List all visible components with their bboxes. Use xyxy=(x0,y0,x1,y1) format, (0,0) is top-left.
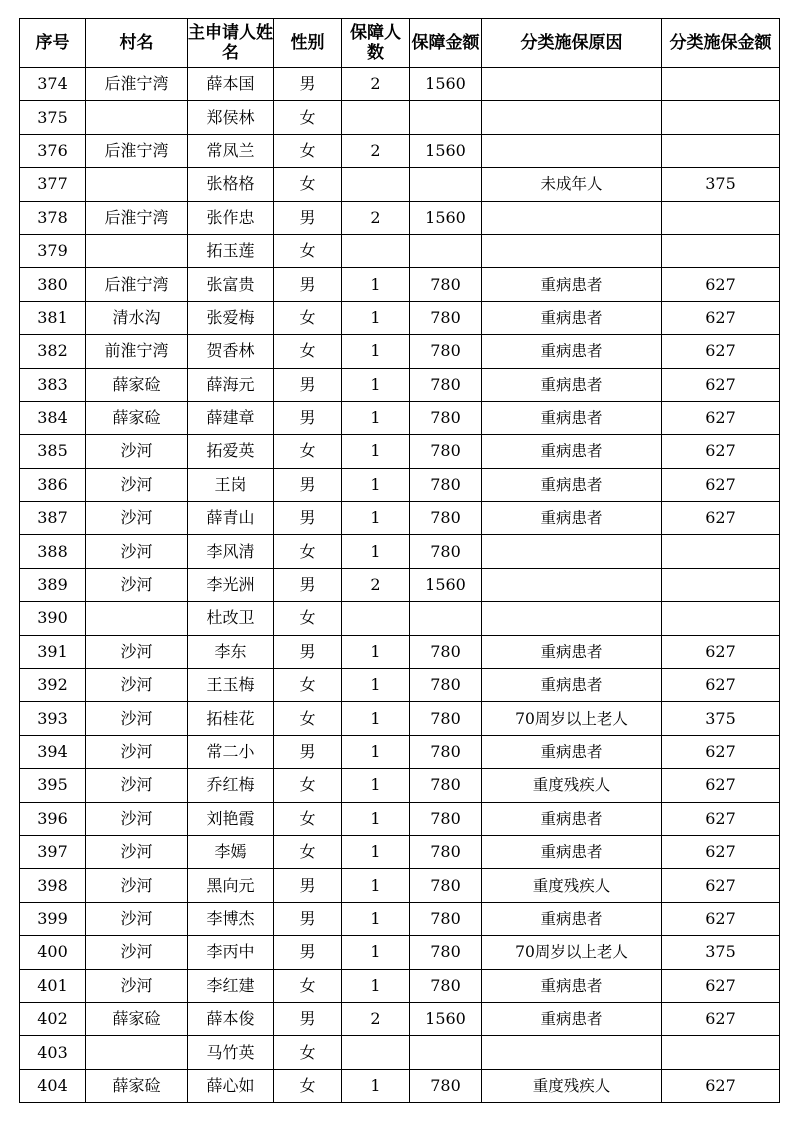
cell-index: 403 xyxy=(20,1036,86,1069)
cell-amount: 1560 xyxy=(410,1002,482,1035)
cell-gender: 女 xyxy=(274,435,342,468)
cell-category-amount: 375 xyxy=(662,702,780,735)
cell-amount: 780 xyxy=(410,702,482,735)
cell-village: 前淮宁湾 xyxy=(86,335,188,368)
header-index: 序号 xyxy=(20,19,86,68)
table-row xyxy=(20,602,780,635)
cell-village: 沙河 xyxy=(86,568,188,601)
table-row xyxy=(20,234,780,267)
cell-village: 沙河 xyxy=(86,535,188,568)
cell-persons: 1 xyxy=(342,669,410,702)
header-applicant: 主申请人姓名 xyxy=(188,19,274,68)
cell-persons: 1 xyxy=(342,268,410,301)
cell-applicant: 王岗 xyxy=(188,468,274,501)
cell-amount: 780 xyxy=(410,268,482,301)
cell-index: 391 xyxy=(20,635,86,668)
cell-gender: 男 xyxy=(274,568,342,601)
cell-applicant: 薛青山 xyxy=(188,502,274,535)
cell-reason xyxy=(482,602,662,635)
cell-index: 383 xyxy=(20,368,86,401)
cell-amount: 780 xyxy=(410,969,482,1002)
cell-index: 394 xyxy=(20,735,86,768)
cell-village: 沙河 xyxy=(86,468,188,501)
cell-village: 后淮宁湾 xyxy=(86,68,188,101)
cell-reason: 重度残疾人 xyxy=(482,769,662,802)
cell-amount: 780 xyxy=(410,335,482,368)
cell-reason: 重病患者 xyxy=(482,435,662,468)
cell-index: 387 xyxy=(20,502,86,535)
table-body xyxy=(20,68,780,1103)
cell-amount: 1560 xyxy=(410,201,482,234)
cell-village: 沙河 xyxy=(86,502,188,535)
cell-persons: 1 xyxy=(342,535,410,568)
cell-category-amount: 627 xyxy=(662,835,780,868)
cell-persons xyxy=(342,234,410,267)
cell-amount xyxy=(410,168,482,201)
header-gender: 性别 xyxy=(274,19,342,68)
cell-persons: 2 xyxy=(342,1002,410,1035)
cell-persons: 1 xyxy=(342,1069,410,1102)
table-row xyxy=(20,635,780,668)
cell-persons: 1 xyxy=(342,301,410,334)
cell-gender: 男 xyxy=(274,201,342,234)
cell-applicant: 郑侯林 xyxy=(188,101,274,134)
cell-category-amount: 627 xyxy=(662,769,780,802)
cell-amount xyxy=(410,1036,482,1069)
table-row xyxy=(20,936,780,969)
cell-gender: 男 xyxy=(274,735,342,768)
table-row xyxy=(20,268,780,301)
cell-gender: 女 xyxy=(274,1069,342,1102)
cell-persons xyxy=(342,1036,410,1069)
cell-category-amount: 627 xyxy=(662,368,780,401)
cell-index: 392 xyxy=(20,669,86,702)
cell-amount: 780 xyxy=(410,435,482,468)
cell-gender: 男 xyxy=(274,401,342,434)
cell-amount: 780 xyxy=(410,635,482,668)
table-row xyxy=(20,769,780,802)
table-row xyxy=(20,735,780,768)
cell-persons: 1 xyxy=(342,368,410,401)
table-row xyxy=(20,702,780,735)
cell-reason: 重病患者 xyxy=(482,368,662,401)
table-row xyxy=(20,802,780,835)
cell-index: 384 xyxy=(20,401,86,434)
table-row xyxy=(20,568,780,601)
cell-category-amount: 627 xyxy=(662,869,780,902)
cell-gender: 男 xyxy=(274,502,342,535)
cell-applicant: 拓桂花 xyxy=(188,702,274,735)
cell-category-amount: 375 xyxy=(662,936,780,969)
cell-village: 沙河 xyxy=(86,669,188,702)
cell-gender: 女 xyxy=(274,168,342,201)
cell-reason: 重病患者 xyxy=(482,301,662,334)
cell-amount: 780 xyxy=(410,535,482,568)
cell-village: 沙河 xyxy=(86,902,188,935)
cell-village: 沙河 xyxy=(86,835,188,868)
header-amount: 保障金额 xyxy=(410,19,482,68)
cell-applicant: 李博杰 xyxy=(188,902,274,935)
cell-persons: 1 xyxy=(342,869,410,902)
cell-reason: 70周岁以上老人 xyxy=(482,702,662,735)
cell-persons: 1 xyxy=(342,468,410,501)
cell-index: 393 xyxy=(20,702,86,735)
cell-applicant: 张富贵 xyxy=(188,268,274,301)
cell-category-amount: 627 xyxy=(662,401,780,434)
cell-applicant: 常凤兰 xyxy=(188,134,274,167)
cell-village xyxy=(86,1036,188,1069)
cell-applicant: 李东 xyxy=(188,635,274,668)
cell-index: 401 xyxy=(20,969,86,1002)
cell-applicant: 黑向元 xyxy=(188,869,274,902)
cell-index: 395 xyxy=(20,769,86,802)
cell-index: 399 xyxy=(20,902,86,935)
cell-category-amount: 627 xyxy=(662,1069,780,1102)
table-row xyxy=(20,502,780,535)
cell-index: 386 xyxy=(20,468,86,501)
cell-reason: 重病患者 xyxy=(482,735,662,768)
cell-persons: 1 xyxy=(342,936,410,969)
cell-amount: 1560 xyxy=(410,568,482,601)
cell-category-amount xyxy=(662,201,780,234)
cell-village: 沙河 xyxy=(86,635,188,668)
cell-persons: 1 xyxy=(342,969,410,1002)
cell-village: 沙河 xyxy=(86,735,188,768)
table-row xyxy=(20,368,780,401)
cell-applicant: 常二小 xyxy=(188,735,274,768)
cell-reason: 重病患者 xyxy=(482,669,662,702)
cell-village: 沙河 xyxy=(86,969,188,1002)
cell-reason: 重病患者 xyxy=(482,802,662,835)
cell-category-amount xyxy=(662,134,780,167)
cell-persons xyxy=(342,602,410,635)
cell-gender: 女 xyxy=(274,234,342,267)
cell-category-amount xyxy=(662,535,780,568)
cell-category-amount xyxy=(662,568,780,601)
cell-gender: 女 xyxy=(274,702,342,735)
cell-reason xyxy=(482,535,662,568)
cell-persons: 2 xyxy=(342,201,410,234)
header-village: 村名 xyxy=(86,19,188,68)
cell-persons: 2 xyxy=(342,134,410,167)
cell-persons xyxy=(342,168,410,201)
cell-village: 薛家硷 xyxy=(86,368,188,401)
cell-gender: 女 xyxy=(274,802,342,835)
cell-applicant: 张作忠 xyxy=(188,201,274,234)
cell-index: 375 xyxy=(20,101,86,134)
cell-reason: 重病患者 xyxy=(482,268,662,301)
cell-reason xyxy=(482,101,662,134)
cell-applicant: 刘艳霞 xyxy=(188,802,274,835)
cell-village xyxy=(86,168,188,201)
cell-applicant: 薛本俊 xyxy=(188,1002,274,1035)
cell-category-amount: 627 xyxy=(662,802,780,835)
cell-reason: 重病患者 xyxy=(482,502,662,535)
cell-village xyxy=(86,234,188,267)
cell-village: 沙河 xyxy=(86,769,188,802)
cell-index: 389 xyxy=(20,568,86,601)
cell-index: 396 xyxy=(20,802,86,835)
cell-applicant: 薛本国 xyxy=(188,68,274,101)
cell-gender: 女 xyxy=(274,535,342,568)
cell-amount: 1560 xyxy=(410,134,482,167)
cell-applicant: 薛心如 xyxy=(188,1069,274,1102)
cell-persons xyxy=(342,101,410,134)
cell-reason xyxy=(482,234,662,267)
cell-index: 385 xyxy=(20,435,86,468)
cell-applicant: 李风清 xyxy=(188,535,274,568)
cell-persons: 1 xyxy=(342,502,410,535)
table-row xyxy=(20,835,780,868)
cell-index: 400 xyxy=(20,936,86,969)
cell-reason: 重病患者 xyxy=(482,835,662,868)
cell-applicant: 李红建 xyxy=(188,969,274,1002)
cell-category-amount: 627 xyxy=(662,435,780,468)
cell-index: 404 xyxy=(20,1069,86,1102)
cell-amount: 780 xyxy=(410,401,482,434)
cell-category-amount: 627 xyxy=(662,669,780,702)
cell-applicant: 薛海元 xyxy=(188,368,274,401)
cell-category-amount: 627 xyxy=(662,902,780,935)
table-row xyxy=(20,335,780,368)
cell-village: 沙河 xyxy=(86,702,188,735)
assistance-table xyxy=(19,18,780,1103)
cell-persons: 1 xyxy=(342,702,410,735)
cell-amount: 780 xyxy=(410,368,482,401)
table-row xyxy=(20,301,780,334)
cell-index: 374 xyxy=(20,68,86,101)
cell-index: 378 xyxy=(20,201,86,234)
cell-index: 388 xyxy=(20,535,86,568)
cell-category-amount: 627 xyxy=(662,635,780,668)
table-row xyxy=(20,68,780,101)
cell-village xyxy=(86,602,188,635)
cell-amount: 780 xyxy=(410,835,482,868)
cell-index: 380 xyxy=(20,268,86,301)
cell-gender: 女 xyxy=(274,301,342,334)
cell-amount: 780 xyxy=(410,301,482,334)
cell-amount: 1560 xyxy=(410,68,482,101)
cell-gender: 男 xyxy=(274,902,342,935)
cell-applicant: 王玉梅 xyxy=(188,669,274,702)
header-category-amount: 分类施保金额 xyxy=(662,19,780,68)
cell-gender: 女 xyxy=(274,101,342,134)
cell-applicant: 贺香林 xyxy=(188,335,274,368)
cell-category-amount xyxy=(662,101,780,134)
cell-index: 377 xyxy=(20,168,86,201)
cell-amount: 780 xyxy=(410,502,482,535)
cell-applicant: 乔红梅 xyxy=(188,769,274,802)
cell-village: 后淮宁湾 xyxy=(86,201,188,234)
cell-index: 398 xyxy=(20,869,86,902)
cell-category-amount: 627 xyxy=(662,268,780,301)
cell-amount xyxy=(410,101,482,134)
header-reason: 分类施保原因 xyxy=(482,19,662,68)
cell-gender: 男 xyxy=(274,468,342,501)
cell-reason xyxy=(482,1036,662,1069)
cell-amount: 780 xyxy=(410,936,482,969)
cell-reason: 重病患者 xyxy=(482,335,662,368)
header-persons: 保障人数 xyxy=(342,19,410,68)
cell-index: 379 xyxy=(20,234,86,267)
cell-applicant: 马竹英 xyxy=(188,1036,274,1069)
cell-applicant: 李丙中 xyxy=(188,936,274,969)
cell-gender: 女 xyxy=(274,669,342,702)
cell-applicant: 拓玉莲 xyxy=(188,234,274,267)
cell-applicant: 李光洲 xyxy=(188,568,274,601)
cell-index: 381 xyxy=(20,301,86,334)
cell-category-amount xyxy=(662,68,780,101)
cell-gender: 男 xyxy=(274,68,342,101)
table-row xyxy=(20,401,780,434)
cell-amount: 780 xyxy=(410,1069,482,1102)
table-row xyxy=(20,468,780,501)
cell-village: 薛家硷 xyxy=(86,1002,188,1035)
cell-gender: 男 xyxy=(274,635,342,668)
cell-reason: 重病患者 xyxy=(482,635,662,668)
cell-village: 沙河 xyxy=(86,802,188,835)
cell-persons: 1 xyxy=(342,835,410,868)
cell-persons: 2 xyxy=(342,568,410,601)
cell-village: 后淮宁湾 xyxy=(86,134,188,167)
cell-category-amount: 375 xyxy=(662,168,780,201)
table-row xyxy=(20,1036,780,1069)
cell-category-amount: 627 xyxy=(662,468,780,501)
cell-village: 沙河 xyxy=(86,435,188,468)
cell-reason: 未成年人 xyxy=(482,168,662,201)
table-row xyxy=(20,101,780,134)
cell-gender: 女 xyxy=(274,134,342,167)
header-row xyxy=(20,19,780,68)
cell-reason xyxy=(482,68,662,101)
cell-category-amount xyxy=(662,602,780,635)
cell-applicant: 薛建章 xyxy=(188,401,274,434)
cell-index: 390 xyxy=(20,602,86,635)
cell-applicant: 张格格 xyxy=(188,168,274,201)
cell-amount: 780 xyxy=(410,468,482,501)
cell-category-amount: 627 xyxy=(662,502,780,535)
cell-applicant: 拓爱英 xyxy=(188,435,274,468)
table-row xyxy=(20,902,780,935)
cell-persons: 1 xyxy=(342,401,410,434)
cell-village: 薛家硷 xyxy=(86,1069,188,1102)
cell-reason xyxy=(482,134,662,167)
table-row xyxy=(20,201,780,234)
cell-applicant: 杜改卫 xyxy=(188,602,274,635)
table-row xyxy=(20,1069,780,1102)
cell-persons: 1 xyxy=(342,635,410,668)
cell-gender: 女 xyxy=(274,335,342,368)
cell-village: 薛家硷 xyxy=(86,401,188,434)
cell-index: 382 xyxy=(20,335,86,368)
cell-category-amount: 627 xyxy=(662,735,780,768)
cell-village: 沙河 xyxy=(86,869,188,902)
cell-category-amount xyxy=(662,1036,780,1069)
cell-gender: 男 xyxy=(274,268,342,301)
cell-village: 清水沟 xyxy=(86,301,188,334)
cell-reason: 重病患者 xyxy=(482,902,662,935)
cell-amount: 780 xyxy=(410,802,482,835)
table-row xyxy=(20,969,780,1002)
cell-persons: 1 xyxy=(342,435,410,468)
cell-persons: 2 xyxy=(342,68,410,101)
cell-gender: 女 xyxy=(274,769,342,802)
cell-gender: 男 xyxy=(274,869,342,902)
table-row xyxy=(20,435,780,468)
cell-amount: 780 xyxy=(410,735,482,768)
cell-persons: 1 xyxy=(342,735,410,768)
cell-amount: 780 xyxy=(410,669,482,702)
table-row xyxy=(20,168,780,201)
cell-village: 后淮宁湾 xyxy=(86,268,188,301)
cell-applicant: 张爱梅 xyxy=(188,301,274,334)
cell-gender: 女 xyxy=(274,1036,342,1069)
cell-category-amount: 627 xyxy=(662,1002,780,1035)
cell-reason: 重病患者 xyxy=(482,468,662,501)
cell-applicant: 李嫣 xyxy=(188,835,274,868)
cell-persons: 1 xyxy=(342,902,410,935)
cell-reason: 重度残疾人 xyxy=(482,1069,662,1102)
cell-category-amount: 627 xyxy=(662,301,780,334)
cell-index: 402 xyxy=(20,1002,86,1035)
cell-gender: 女 xyxy=(274,969,342,1002)
cell-gender: 男 xyxy=(274,936,342,969)
cell-reason: 重病患者 xyxy=(482,969,662,1002)
cell-reason xyxy=(482,568,662,601)
cell-category-amount xyxy=(662,234,780,267)
table-row xyxy=(20,669,780,702)
cell-reason: 70周岁以上老人 xyxy=(482,936,662,969)
cell-village: 沙河 xyxy=(86,936,188,969)
cell-category-amount: 627 xyxy=(662,335,780,368)
cell-village xyxy=(86,101,188,134)
cell-amount xyxy=(410,234,482,267)
cell-gender: 男 xyxy=(274,368,342,401)
cell-category-amount: 627 xyxy=(662,969,780,1002)
cell-amount xyxy=(410,602,482,635)
cell-persons: 1 xyxy=(342,769,410,802)
table-row xyxy=(20,535,780,568)
cell-persons: 1 xyxy=(342,335,410,368)
cell-reason: 重病患者 xyxy=(482,401,662,434)
cell-gender: 男 xyxy=(274,1002,342,1035)
table-row xyxy=(20,134,780,167)
cell-reason xyxy=(482,201,662,234)
cell-reason: 重病患者 xyxy=(482,1002,662,1035)
cell-gender: 女 xyxy=(274,602,342,635)
cell-amount: 780 xyxy=(410,769,482,802)
cell-index: 397 xyxy=(20,835,86,868)
table-row xyxy=(20,1002,780,1035)
cell-index: 376 xyxy=(20,134,86,167)
cell-reason: 重度残疾人 xyxy=(482,869,662,902)
table-row xyxy=(20,869,780,902)
cell-amount: 780 xyxy=(410,902,482,935)
cell-persons: 1 xyxy=(342,802,410,835)
cell-gender: 女 xyxy=(274,835,342,868)
cell-amount: 780 xyxy=(410,869,482,902)
